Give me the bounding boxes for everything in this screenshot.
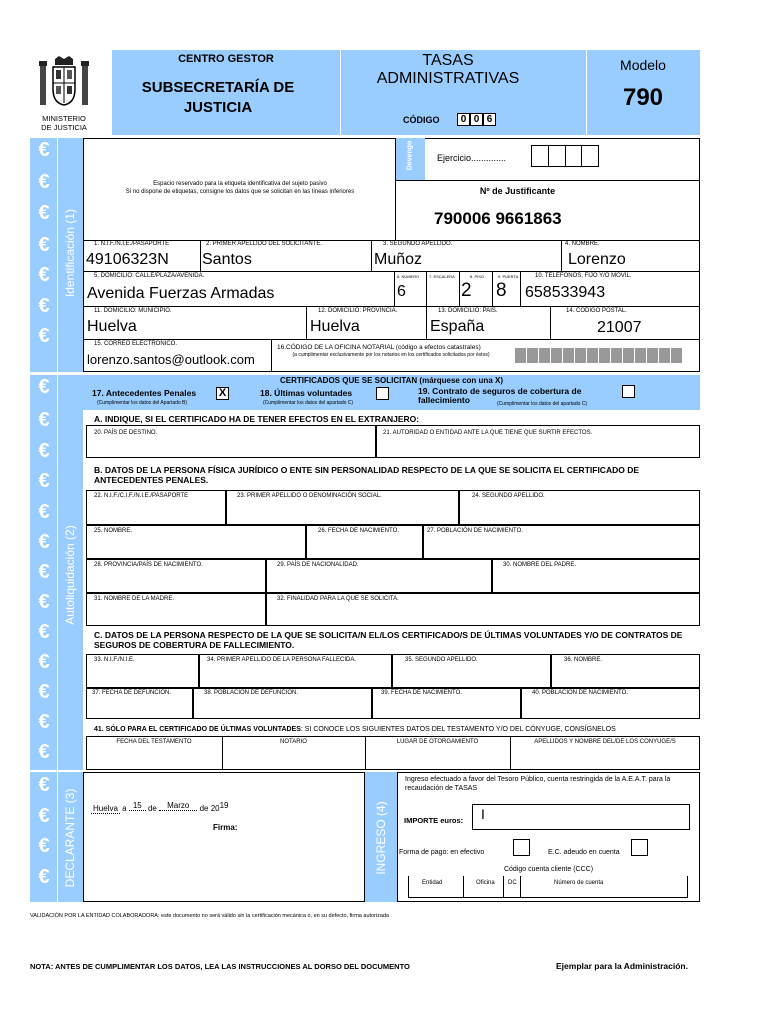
euro-icon: € <box>38 865 50 888</box>
tasas-title-1: TASAS <box>422 52 474 69</box>
field-15-email[interactable]: lorenzo.santos@outlook.com <box>87 352 255 367</box>
cert-19-checkbox[interactable] <box>622 385 635 398</box>
field-16-label: 16.CÓDIGO DE LA OFICINA NOTARIAL (código a efectos catastrales) <box>277 344 481 351</box>
euro-icon: € <box>38 170 50 193</box>
euro-icon: € <box>38 263 50 286</box>
field-22-label: 22. N.I.F./C.I.F./N.I.E./PASAPORTE <box>94 493 189 499</box>
efectivo-checkbox[interactable] <box>513 839 530 856</box>
field-41-label <box>94 726 616 733</box>
field-39-label: 39. FECHA DE NACIMIENTO. <box>381 690 462 696</box>
field-5-domicilio[interactable]: Avenida Fuerzas Armadas <box>87 285 275 302</box>
euro-icon: € <box>38 324 50 347</box>
declarante-place: Huelva <box>93 804 118 813</box>
field-24-label: 24. SEGUNDO APELLIDO. <box>472 493 545 499</box>
notarial-code-boxes[interactable] <box>515 348 683 363</box>
field-10-telefono[interactable]: 658533943 <box>525 284 606 301</box>
field-40-label: 40. POBLACIÓN DE NACIMIENTO. <box>532 690 628 696</box>
cert-19-note: (Cumplimentar los datos del apartado C) <box>497 401 588 407</box>
field-12-label: 12. DOMICILIO: PROVINCIA. <box>318 308 398 314</box>
field-10-label: 10. TELÉFONOS, FIJO Y/O MÓVIL. <box>535 273 632 279</box>
euro-icon: € <box>38 408 50 431</box>
codigo-digit-1: 0 <box>457 113 470 126</box>
ingreso-text: Ingreso efectuado a favor del Tesoro Público, cuenta restringida de la A.E.A.T. para la recaudación de TASAS <box>405 776 671 792</box>
field-32-label: 32. FINALIDAD PARA LA QUE SE SOLICITA. <box>277 596 399 602</box>
cert-17-checkbox[interactable]: X <box>216 387 229 400</box>
euro-icon: € <box>38 773 50 796</box>
euro-icon: € <box>38 439 50 462</box>
euro-icon: € <box>38 294 50 317</box>
field-41-rest: : SI CONOCE LOS SIGUIENTES DATOS DEL TESTAMENTO Y/O DEL CÓNYUGE, CONSÍGNELOS <box>300 726 616 733</box>
euro-icon: € <box>38 804 50 827</box>
euro-icon: € <box>38 740 50 763</box>
ministry-line1: MINISTERIO <box>42 114 86 123</box>
cert-19-label: 19. Contrato de seguros de cobertura de fallecimiento <box>418 386 582 405</box>
euro-icon: € <box>38 590 50 613</box>
field-14-label: 14. CÓDIGO POSTAL. <box>566 308 627 314</box>
section-label-identificacion: Identificación (1) <box>63 208 77 298</box>
cert-18-label: 18. Últimas voluntades <box>260 388 353 398</box>
reserved-text-2: Si no dispone de etiquetas, consigne los datos que se solicitan en las líneas inferiores <box>125 189 355 195</box>
field-8-piso[interactable]: 2 <box>461 280 472 301</box>
field-6-numero[interactable]: 6 <box>397 283 406 300</box>
euro-icon: € <box>38 650 50 673</box>
section-b-title: B. DATOS DE LA PERSONA FÍSICA JURÍDICO O ENTE SIN PERSONALIDAD RESPECTO DE LA QUE SE SOLICITA EL CERTIFICADO DE ANTECEDENTES PENALES. <box>94 465 639 485</box>
field-3-apellido2[interactable]: Muñoz <box>374 251 423 268</box>
field-1-label: 1. N.I.F./N.I.E./PASAPORTE <box>94 241 170 247</box>
euro-icon: € <box>38 201 50 224</box>
cert-17-note: (Cumplimentar los datos del Apartado B) <box>97 400 188 406</box>
forma-pago-label: Forma de pago: en efectivo <box>399 849 485 856</box>
section-c-title: C. DATOS DE LA PERSONA RESPECTO DE LA QUE SE SOLICITA/N EL/LOS CERTIFICADO/S DE ÚLTIMAS VOLUNTADES Y/O DE CONTRATOS DE SEGUROS DE COBERTURA DE FALLECIMIENTO. <box>94 630 683 650</box>
declarante-a: a <box>122 804 127 813</box>
justificante-label: Nº de Justificante <box>479 186 556 196</box>
cert-18-checkbox[interactable] <box>376 387 389 400</box>
coat-of-arms-logo <box>36 55 92 113</box>
field-9-puerta[interactable]: 8 <box>496 280 507 301</box>
euro-icon: € <box>38 620 50 643</box>
field-14-cp[interactable]: 21007 <box>597 319 642 336</box>
importe-input[interactable] <box>472 804 690 830</box>
field-30-label: 30. NOMBRE DEL PADRE. <box>503 562 577 568</box>
field-4-nombre[interactable]: Lorenzo <box>568 251 626 268</box>
certs-title: CERTIFICADOS QUE SE SOLICITAN (márquese con una X) <box>280 376 503 385</box>
ccc-dc: DC <box>508 880 517 886</box>
field-13-label: 13. DOMICILIO: PAÍS. <box>438 308 498 314</box>
section-label-declarante: DECLARANTE (3) <box>63 788 77 888</box>
codigo-digit-2: 0 <box>470 113 483 126</box>
field-2-label: 2. PRIMER APELLIDO DEL SOLICITANTE. <box>206 241 323 247</box>
modelo-number: 790 <box>622 84 664 111</box>
field-26-label: 26. FECHA DE NACIMIENTO. <box>318 528 399 534</box>
field-41-bold: 41. SÓLO PARA EL CERTIFICADO DE ÚLTIMAS VOLUNTADES <box>94 726 301 733</box>
field-12-provincia[interactable]: Huelva <box>310 318 360 335</box>
validacion-text: VALIDACIÓN POR LA ENTIDAD COLABORADORA: este documento no será válido sin la certificación mecánica o, en su defecto, firma autorizada <box>30 913 390 919</box>
declarante-de2: de 20 <box>199 804 220 813</box>
euro-icon: € <box>38 500 50 523</box>
firma-label: Firma: <box>213 823 238 832</box>
field-23-label: 23. PRIMER APELLIDO O DENOMINACIÓN SOCIAL. <box>237 493 382 499</box>
ccc-entidad: Entidad <box>422 880 443 886</box>
declarante-year: 19 <box>219 801 229 810</box>
field-16-note: (a cumplimentar exclusivamente por los notarios en los certificados solicitados por éstos) <box>292 352 490 358</box>
declarante-box <box>83 772 365 902</box>
ejercicio-label: Ejercicio.............. <box>437 153 507 163</box>
cert-18-note: (Cumplimentar los datos del apartado C) <box>263 400 354 406</box>
field-29-label: 29. PAÍS DE NACIONALIDAD. <box>277 562 359 568</box>
declarante-de1: de <box>147 804 157 813</box>
justificante-value: 790006 9661863 <box>434 209 562 228</box>
tasas-title-2: ADMINISTRATIVAS <box>376 70 520 87</box>
col-fecha-testamento: FECHA DEL TESTAMENTO <box>116 739 192 745</box>
field-3-label: 3. SEGUNDO APELLIDO. <box>383 241 453 247</box>
reserved-text-1: Espacio reservado para la etiqueta identificativa del sujeto pasivo <box>153 181 327 187</box>
euro-icon: € <box>38 469 50 492</box>
field-2-apellido1[interactable]: Santos <box>202 251 252 268</box>
section-label-autoliquidacion: Autoliquidación (2) <box>63 525 77 625</box>
codigo-digit-3: 6 <box>483 113 496 126</box>
field-31-label: 31. NOMBRE DE LA MADRE. <box>94 596 175 602</box>
field-28-label: 28. PROVINCIA/PAÍS DE NACIMIENTO. <box>94 562 203 568</box>
section-a-title: A. INDIQUE, SI EL CERTIFICADO HA DE TENER EFECTOS EN EL EXTRANJERO: <box>94 414 420 424</box>
euro-icon: € <box>38 834 50 857</box>
centro-gestor-label: CENTRO GESTOR <box>178 53 274 65</box>
field-11-label: 11. DOMICILIO: MUNICIPIO. <box>94 308 172 314</box>
field-21-label: 21. AUTORIDAD O ENTIDAD ANTE LA QUE TIENE QUE SURTIR EFECTOS. <box>383 430 593 436</box>
field-15-label: 15. CORREO ELECTRÓNICO. <box>94 341 178 347</box>
cert-17-label: 17. Antecedentes Penales <box>92 388 197 398</box>
field-4-label: 4. NOMBRE. <box>565 241 600 247</box>
field-20-label: 20. PAÍS DE DESTINO. <box>94 430 158 436</box>
field-33-label: 33. N.I.F./N.I.E. <box>94 657 135 663</box>
euro-icon: € <box>38 560 50 583</box>
field-8-label: 8. PISO <box>470 274 485 279</box>
ejemplar-text: Ejemplar para la Administración. <box>556 961 688 971</box>
field-34-label: 34. PRIMER APELLIDO DE LA PERSONA FALLECIDA. <box>207 657 357 663</box>
ccc-label: Código cuenta cliente (CCC) <box>503 866 594 873</box>
section-label-ingreso: INGRESO (4) <box>374 801 388 875</box>
codigo-label: CÓDIGO <box>403 115 440 125</box>
field-6-label: 6. NÚMERO <box>397 274 420 279</box>
euro-icon: € <box>38 233 50 256</box>
field-13-pais[interactable]: España <box>430 318 485 335</box>
col-apellidos-conyuge: APELLIDOS Y NOMBRE DEL/DE LOS CONYUGE/S <box>534 739 676 745</box>
euro-icon: € <box>38 530 50 553</box>
modelo-label: Modelo <box>620 57 666 73</box>
euro-icon: € <box>38 680 50 703</box>
field-7-label: 7. ESCALERA <box>429 274 455 279</box>
col-lugar: LUGAR DE OTORGAMIENTO <box>396 739 479 745</box>
field-5-label: 5. DOMICILIO: CALLE/PLAZA/AVENIDA. <box>94 273 205 279</box>
centro-gestor-name: SUBSECRETARÍA DE JUSTICIA <box>141 79 295 116</box>
euro-icon: € <box>38 710 50 733</box>
adeudo-checkbox[interactable] <box>631 839 648 856</box>
declarante-day: 15 <box>129 801 146 811</box>
euro-icon: € <box>38 138 50 161</box>
codigo-digits <box>457 113 496 126</box>
importe-value: I <box>481 806 485 822</box>
field-25-label: 25. NOMBRE. <box>94 528 133 534</box>
field-35-label: 35. SEGUNDO APELLIDO. <box>405 657 478 663</box>
field-27-label: 27. POBLACIÓN DE NACIMIENTO. <box>427 528 523 534</box>
ejercicio-boxes[interactable] <box>531 145 599 167</box>
devengo-label: Devengo <box>406 140 414 171</box>
declarante-month: Marzo <box>159 801 197 811</box>
declarante-date-line[interactable] <box>91 801 229 813</box>
ccc-oficina: Oficina <box>476 880 495 886</box>
field-36-label: 36. NOMBRE. <box>564 657 603 663</box>
ec-adeudo-label: E.C. adeudo en cuenta <box>548 849 620 856</box>
euro-icon: € <box>38 375 50 398</box>
importe-label: IMPORTE euros: <box>404 816 464 825</box>
field-9-label: 9. PUERTA <box>498 274 519 279</box>
ccc-field[interactable] <box>408 876 688 898</box>
field-38-label: 38. POBLACIÓN DE DEFUNCIÓN. <box>204 690 299 696</box>
nota-text: NOTA: ANTES DE CUMPLIMENTAR LOS DATOS, LEA LAS INSTRUCCIONES AL DORSO DEL DOCUMENTO <box>30 962 410 971</box>
ministry-line2: DE JUSTICIA <box>41 123 87 132</box>
field-37-label: 37. FECHA DE DEFUNCIÓN. <box>92 690 172 696</box>
field-11-municipio[interactable]: Huelva <box>87 318 137 335</box>
field-1-nif[interactable]: 49106323N <box>86 251 169 268</box>
col-notario: NOTARIO <box>280 739 307 745</box>
ccc-numero-cuenta: Número de cuenta <box>554 880 604 886</box>
